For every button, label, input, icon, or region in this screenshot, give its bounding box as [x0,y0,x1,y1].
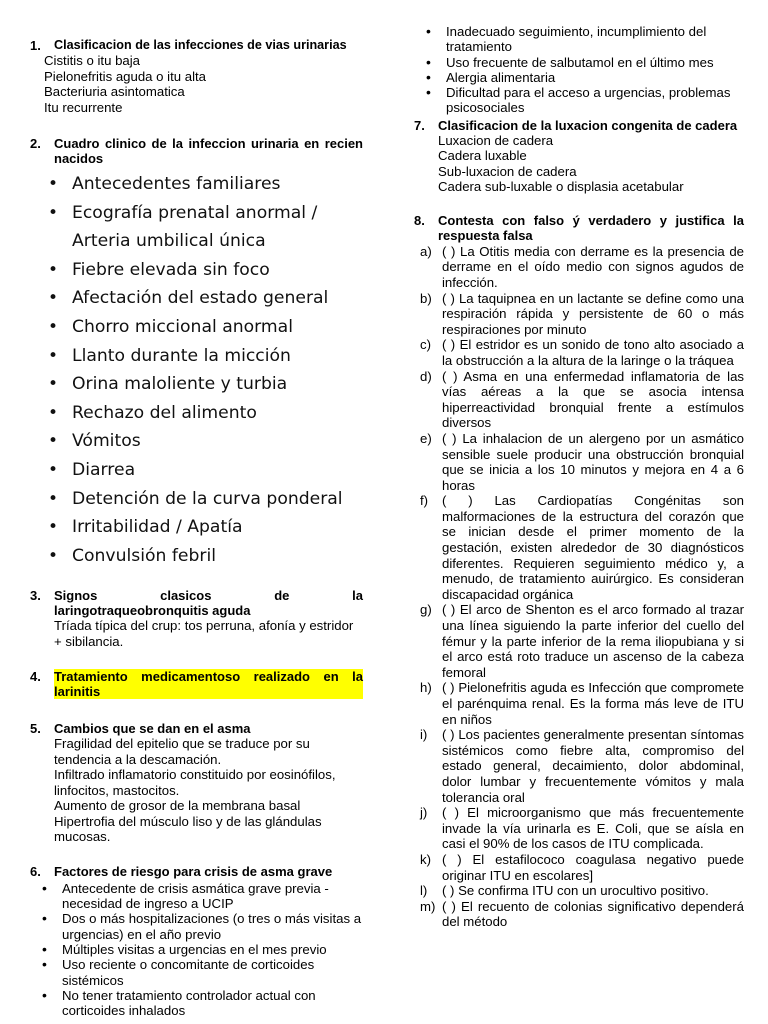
list-item: • Chorro miccional anormal [42,313,363,342]
question-item [420,337,744,368]
list-item: • Antecedentes familiares [42,170,363,199]
list-item: • Afectación del estado general [42,284,363,313]
question-text: ( ) Las Cardiopatías Congénitas son malformaciones de la estructura del corazón que se inician desde el primer momento de la gestación, existen alrededor de 30 diagnósticos diferentes. Requieren seguimiento médico y, a menudo, de tratamiento auirúrgico. Es consideran discapacidad orgánica [442,493,744,602]
section-5 [30,721,363,845]
section-4 [30,669,363,699]
question-item [420,290,744,338]
question-letter: j) [420,805,428,821]
question-letter: h) [420,680,432,696]
question-letter: d) [420,368,432,384]
question-item [420,493,744,602]
question-text: ( ) El arco de Shenton es el arco formado al trazar una línea siguiendo la parte inferior del cuello del fémur y la parte inferior de la rema iliopubiana y si el arco está roto traduce un ascenso de la cabeza femoral [442,602,744,680]
list-item: • Convulsión febril [42,542,363,571]
section-number: 7. [414,117,425,133]
section-line: Sub-luxacion de cadera [438,163,577,179]
section-number: 6. [30,863,41,879]
question-text: ( ) El estridor es un sonido de tono alto asociado a la obstrucción a la altura de la laringe o la tráquea [442,337,744,368]
section-line: Hipertrofia del músculo liso y de las glándulas mucosas. [54,813,322,845]
question-text: ( ) El recuento de colonias significativo dependerá del método [442,898,744,930]
risk-factor-list-cont [424,24,744,116]
section-text: Tríada típica del crup: tos perruna, afonía y estridor + sibilancia. [54,618,354,649]
question-letter: c) [420,337,431,353]
question-item [420,680,744,727]
question-letter: b) [420,290,432,306]
question-item [420,898,744,930]
section-number: 8. [414,212,425,228]
question-text: ( ) La Otitis media con derrame es la presencia de derrame en el oído medio con signos agudos de infección. [442,243,744,290]
question-item [420,805,744,852]
question-letter: g) [420,602,432,618]
question-letter: l) [420,883,428,899]
section-line: Itu recurrente [44,99,123,115]
question-list [420,243,744,930]
list-item: • Uso frecuente de salbutamol en el último mes [424,55,744,70]
list-item: • Uso reciente o concomitante de corticoides sistémicos [40,957,363,988]
section-7 [414,118,744,195]
section-number: 5. [30,721,41,737]
section-number: 4. [30,669,41,685]
symptom-list [42,170,363,570]
question-item [420,883,744,899]
question-text: ( ) Se confirma ITU con un urocultivo positivo. [442,883,709,899]
section-number: 2. [30,136,41,151]
section-heading: Cuadro clinico de la infeccion urinaria en recien nacidos [54,136,363,166]
question-text: ( ) Los pacientes generalmente presentan síntomas sistémicos como fiebre alta, compromiso del estado general, decaimiento, dolor abdominal, dolor lumbar y frecuentemente vómitos y mala tolerancia oral [442,727,744,805]
list-item: • Vómitos [42,427,363,456]
question-text: ( ) Asma en una enfermedad inflamatoria de las vías aéreas a la que se asocia intensa hiperreactividad bronquial frente a estímulos diversos [442,368,744,431]
list-item: • No tener tratamiento controlador actual con corticoides inhalados [40,988,363,1019]
list-item: • Diarrea [42,456,363,485]
question-item [420,430,744,493]
section-heading: Clasificacion de las infecciones de vias urinarias [54,38,347,52]
question-text: ( ) Pielonefritis aguda es Infección que compromete el parénquima renal. Es la forma más leve de ITU en niños [442,680,744,727]
section-line: Pielonefritis aguda o itu alta [44,68,207,84]
list-item: • Dificultad para el acceso a urgencias, problemas psicosociales [424,85,744,116]
list-item: • Antecedente de crisis asmática grave previa - necesidad de ingreso a UCIP [40,881,363,912]
section-1 [30,38,363,115]
risk-factor-list [40,881,363,1019]
section-8 [414,213,744,930]
left-column [30,38,363,1018]
question-letter: a) [420,243,432,259]
section-3 [30,588,363,649]
section-line: Bacteriuria asintomatica [44,84,185,99]
question-text: ( ) El estafilococo coagulasa negativo puede originar ITU en escolares] [442,851,744,883]
list-item: • Orina maloliente y turbia [42,370,363,399]
section-2 [30,136,363,570]
section-line: Luxacion de cadera [438,132,554,148]
list-item: • Rechazo del alimento [42,399,363,428]
list-item: • Inadecuado seguimiento, incumplimiento del tratamiento [424,24,744,55]
section-heading: Contesta con falso ý verdadero y justifica la respuesta falsa [438,212,744,243]
section-number: 1. [30,38,41,53]
section-heading-cont: laringotraqueobronquitis aguda [54,603,251,619]
section-heading-highlighted: Tratamiento medicamentoso realizado en la larinitis [54,669,363,700]
list-item: • Fiebre elevada sin foco [42,256,363,285]
list-item: • Dos o más hospitalizaciones (o tres o más visitas a urgencias) en el año previo [40,911,363,942]
question-text: ( ) La taquipnea en un lactante se define como una respiración rápida y persistente de 60 o más respiraciones por minuto [442,290,744,337]
question-letter: f) [420,493,429,509]
question-item [420,851,744,883]
right-column [414,24,744,930]
section-heading: Clasificacion de la luxacion congenita de cadera [438,117,738,133]
section-heading: Cambios que se dan en el asma [54,721,251,737]
list-item: • Múltiples visitas a urgencias en el mes previo [40,942,363,957]
list-item: • Irritabilidad / Apatía [42,513,363,542]
section-line: Cistitis o itu baja [44,53,141,68]
section-number: 3. [30,588,41,604]
question-text: ( ) La inhalacion de un alergeno por un asmático sensible suele producir una obstrucción bronquial que se inicia a los 10 minutos y mejora en 4 a 6 horas [442,430,744,493]
section-line: Cadera luxable [438,148,527,164]
question-letter: i) [420,727,428,743]
list-item: • Alergia alimentaria [424,70,744,85]
question-letter: k) [420,851,431,867]
question-item [420,368,744,431]
question-item [420,727,744,805]
section-6 [30,864,363,1019]
section-line: Aumento de grosor de la membrana basal [54,798,301,814]
question-text: ( ) El microorganismo que más frecuentemente invade la vía urinarla es E. Coli, que se aísla en casi el 90% de los casos de ITU complicada. [442,805,744,852]
section-line: Infiltrado inflamatorio constituido por eosinófilos, linfocitos, mastocitos. [54,767,336,798]
question-letter: m) [420,898,436,914]
question-item [420,243,744,291]
section-line: Cadera sub-luxable o displasia acetabular [438,179,684,195]
list-item: • Detención de la curva ponderal [42,485,363,514]
question-letter: e) [420,430,432,446]
section-line: Fragilidad del epitelio que se traduce por su tendencia a la descamación. [54,736,310,767]
list-item: • Llanto durante la micción [42,342,363,371]
question-item [420,602,744,680]
section-heading: Signos clasicos de la [54,588,363,604]
section-heading: Factores de riesgo para crisis de asma grave [54,863,333,879]
list-item: • Ecografía prenatal anormal / Arteria umbilical única [42,199,363,256]
